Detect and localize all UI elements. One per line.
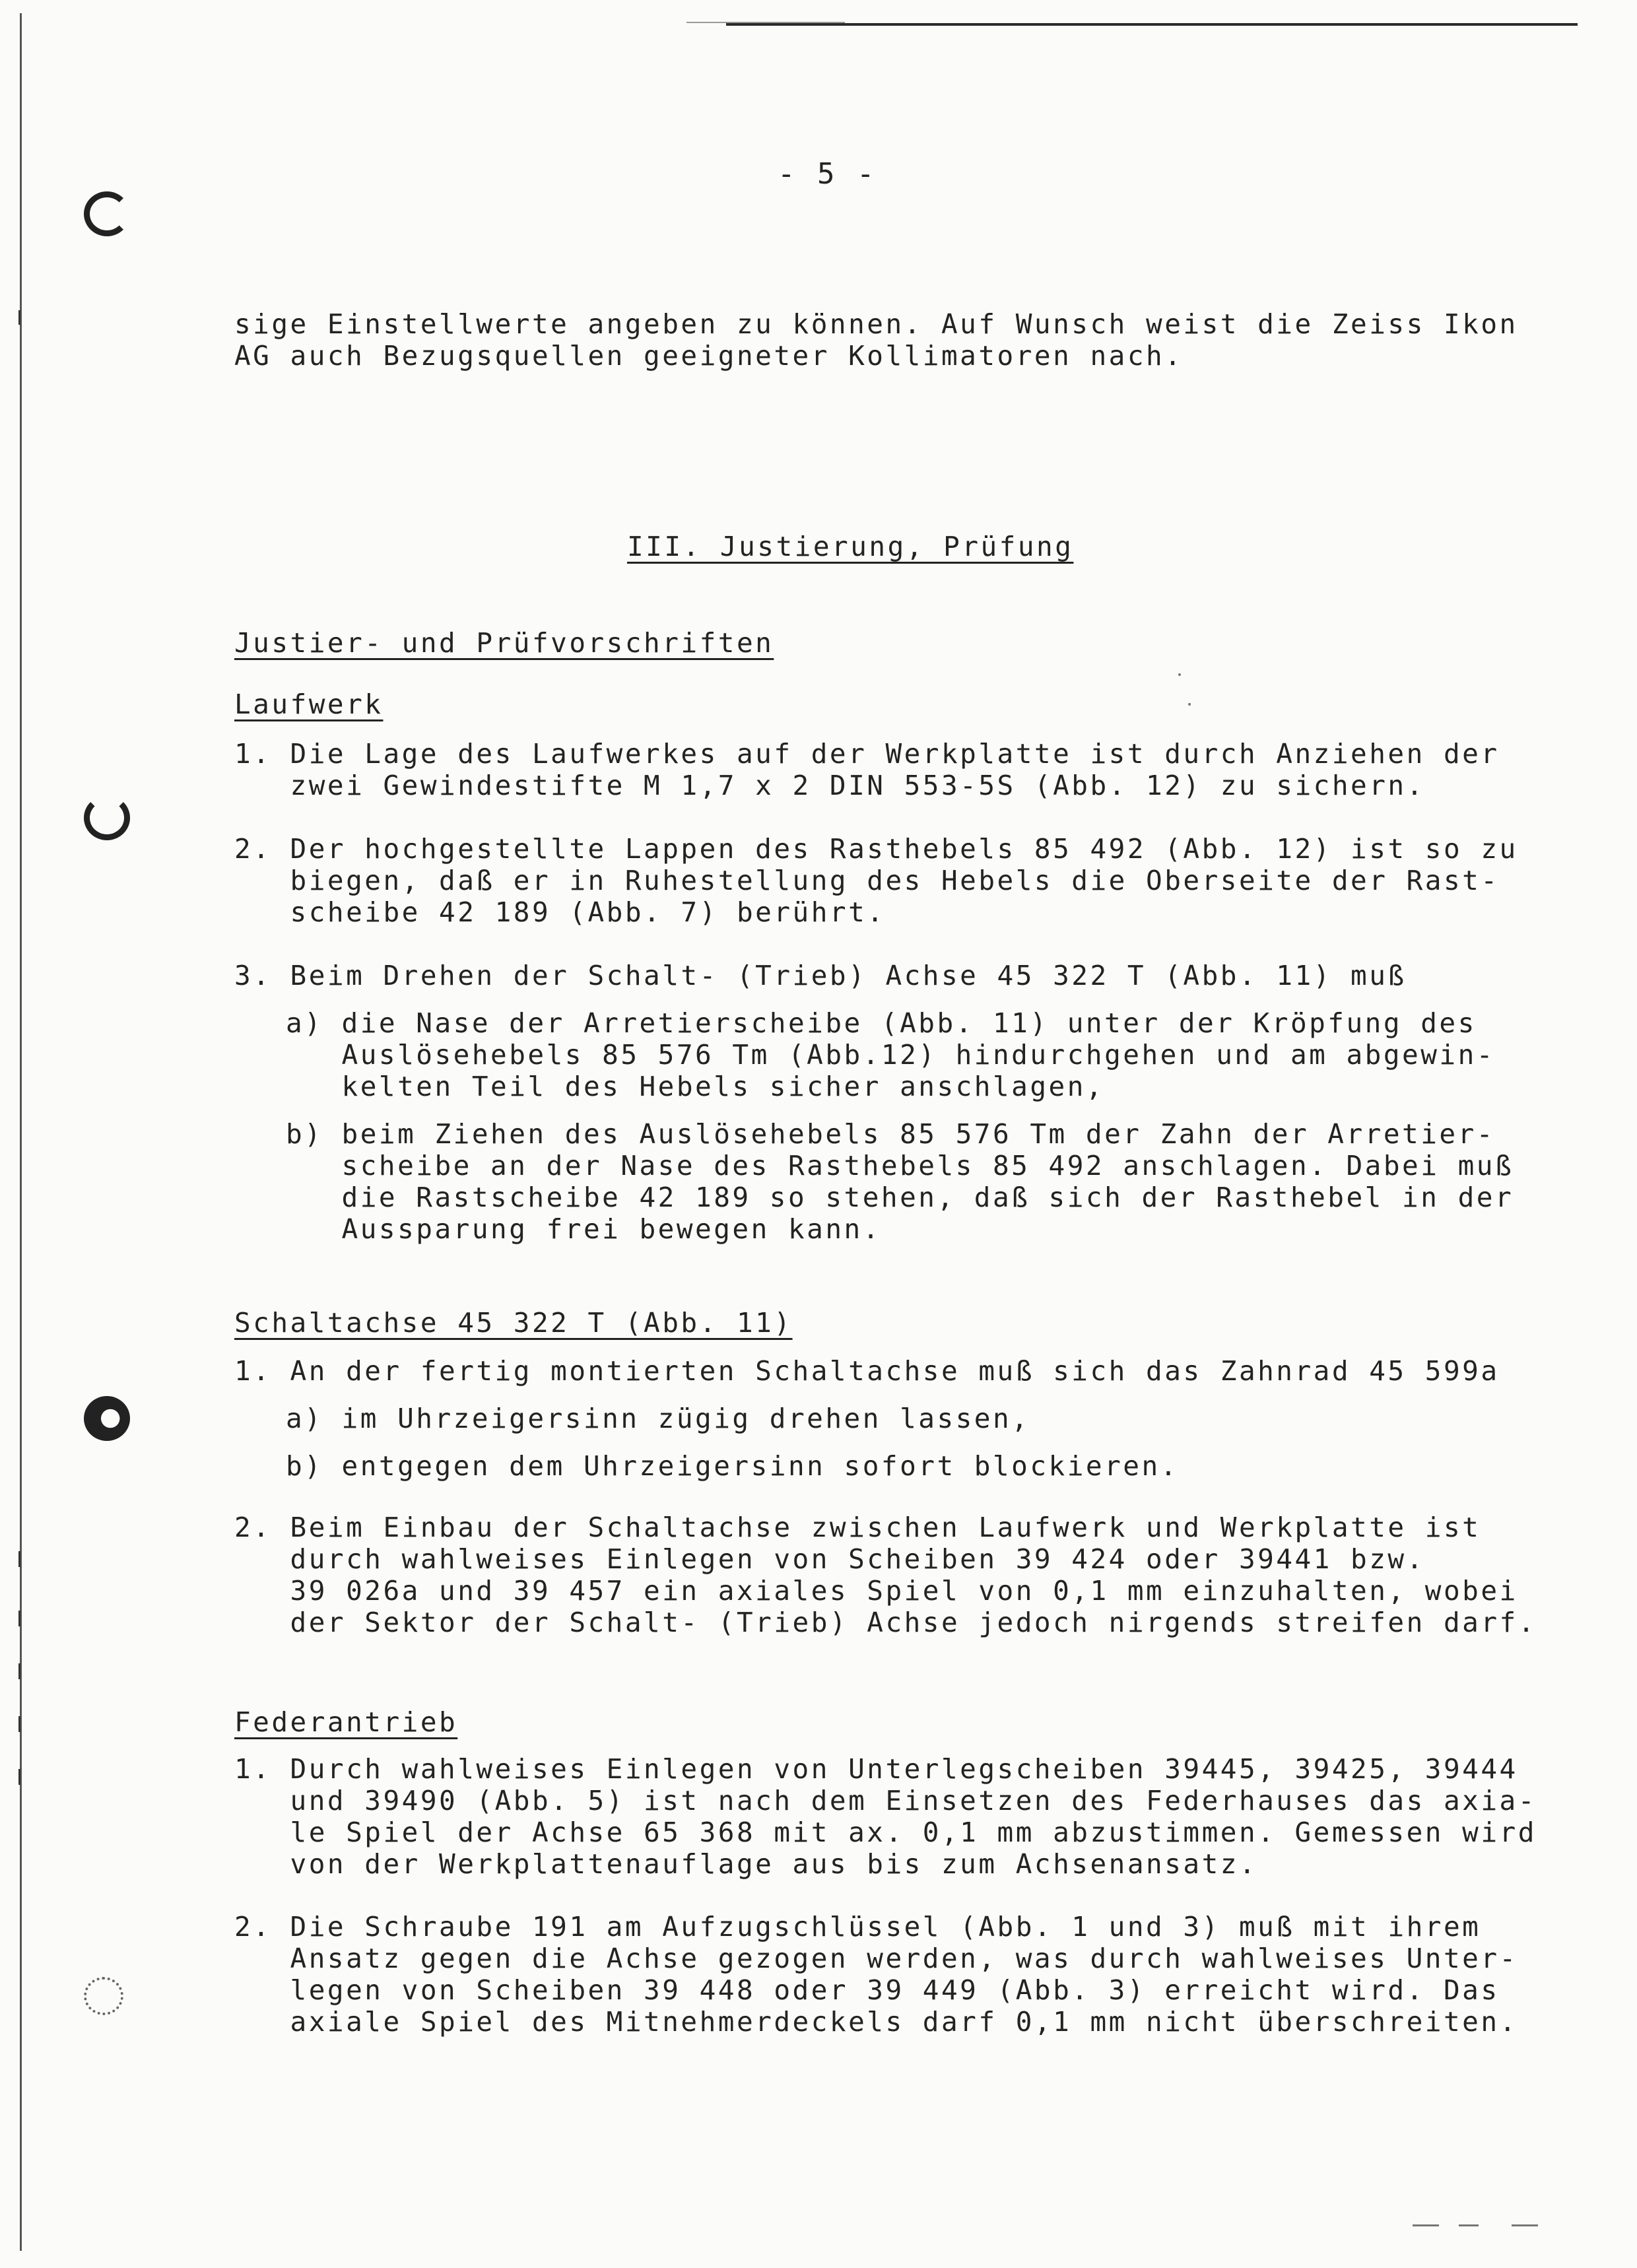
punch-hole-icon [84, 1977, 123, 2015]
scan-speck [1188, 703, 1191, 706]
federantrieb-item-1: le Spiel der Achse 65 368 mit ax. 0,1 mm abzustimmen. Gemessen wird [234, 1817, 1537, 1848]
laufwerk-item-3b: b) beim Ziehen des Auslösehebels 85 576 Tm der Zahn der Arretier- [286, 1118, 1495, 1150]
laufwerk-item-1: zwei Gewindestifte M 1,7 x 2 DIN 553-5S (Abb. 12) zu sichern. [234, 770, 1425, 801]
laufwerk-item-3a: Auslösehebels 85 576 Tm (Abb.12) hindurchgehen und am abgewin- [286, 1039, 1495, 1071]
laufwerk-item-3: 3. Beim Drehen der Schalt- (Trieb) Achse 45 322 T (Abb. 11) muß [234, 960, 1407, 991]
federantrieb-item-1: und 39490 (Abb. 5) ist nach dem Einsetzen des Federhauses das axia- [234, 1785, 1537, 1817]
margin-mark [18, 1663, 20, 1679]
chapter-title: III. Justierung, Prüfung [627, 531, 1074, 562]
laufwerk-item-2: 2. Der hochgestellte Lappen des Rasthebels 85 492 (Abb. 12) ist so zu [234, 833, 1518, 865]
schaltachse-item-2: durch wahlweises Einlegen von Scheiben 39 424 oder 39441 bzw. [234, 1543, 1425, 1575]
heading-schaltachse: Schaltachse 45 322 T (Abb. 11) [234, 1307, 793, 1339]
section-subtitle: Justier- und Prüfvorschriften [234, 627, 774, 659]
scan-mark [1459, 2224, 1479, 2226]
margin-mark [18, 1611, 20, 1626]
margin-mark [18, 1551, 20, 1567]
heading-federantrieb: Federantrieb [234, 1706, 458, 1738]
scan-speck [1178, 673, 1181, 676]
scan-mark [1512, 2224, 1538, 2226]
intro-line: sige Einstellwerte angeben zu können. Auf Wunsch weist die Zeiss Ikon [234, 308, 1518, 340]
federantrieb-item-1: von der Werkplattenauflage aus bis zum Achsenansatz. [234, 1848, 1258, 1880]
laufwerk-item-3a: a) die Nase der Arretierscheibe (Abb. 11) unter der Kröpfung des [286, 1007, 1477, 1039]
laufwerk-item-3b: scheibe an der Nase des Rasthebels 85 492 anschlagen. Dabei muß [286, 1150, 1514, 1182]
schaltachse-item-2: 2. Beim Einbau der Schaltachse zwischen Laufwerk und Werkplatte ist [234, 1512, 1481, 1543]
schaltachse-item-1: 1. An der fertig montierten Schaltachse muß sich das Zahnrad 45 599a [234, 1355, 1500, 1387]
laufwerk-item-3b: Aussparung frei bewegen kann. [286, 1213, 881, 1245]
schaltachse-item-2: der Sektor der Schalt- (Trieb) Achse jedoch nirgends streifen darf. [234, 1607, 1537, 1638]
scan-mark [1413, 2224, 1439, 2226]
punch-hole-icon [84, 795, 130, 840]
punch-hole-icon [84, 191, 130, 236]
laufwerk-item-3b: die Rastscheibe 42 189 so stehen, daß sich der Rasthebel in der [286, 1182, 1514, 1213]
schaltachse-item-2: 39 026a und 39 457 ein axiales Spiel von 0,1 mm einzuhalten, wobei [234, 1575, 1518, 1607]
laufwerk-item-2: scheibe 42 189 (Abb. 7) berührt. [234, 896, 886, 928]
federantrieb-item-2: axiale Spiel des Mitnehmerdeckels darf 0,1 mm nicht überschreiten. [234, 2006, 1518, 2038]
margin-mark [18, 1769, 20, 1785]
schaltachse-item-1b: b) entgegen dem Uhrzeigersinn sofort blockieren. [286, 1450, 1179, 1482]
heading-laufwerk: Laufwerk [234, 688, 384, 720]
punch-hole-icon [84, 1396, 130, 1441]
intro-line: AG auch Bezugsquellen geeigneter Kollimatoren nach. [234, 340, 1184, 372]
scan-edge-line [20, 13, 22, 2251]
margin-mark [18, 1716, 20, 1732]
federantrieb-item-1: 1. Durch wahlweises Einlegen von Unterlegscheiben 39445, 39425, 39444 [234, 1753, 1518, 1785]
federantrieb-item-2: Ansatz gegen die Achse gezogen werden, was durch wahlweises Unter- [234, 1943, 1518, 1974]
laufwerk-item-3a: kelten Teil des Hebels sicher anschlagen, [286, 1071, 1105, 1102]
scan-top-rule [726, 23, 1578, 26]
federantrieb-item-2: legen von Scheiben 39 448 oder 39 449 (Abb. 3) erreicht wird. Das [234, 1974, 1500, 2006]
federantrieb-item-2: 2. Die Schraube 191 am Aufzugschlüssel (Abb. 1 und 3) muß mit ihrem [234, 1911, 1481, 1943]
laufwerk-item-1: 1. Die Lage des Laufwerkes auf der Werkplatte ist durch Anziehen der [234, 738, 1500, 770]
page-number: - 5 - [778, 157, 877, 191]
laufwerk-item-2: biegen, daß er in Ruhestellung des Hebels die Oberseite der Rast- [234, 865, 1500, 896]
margin-mark [18, 310, 20, 325]
schaltachse-item-1a: a) im Uhrzeigersinn zügig drehen lassen, [286, 1403, 1030, 1434]
